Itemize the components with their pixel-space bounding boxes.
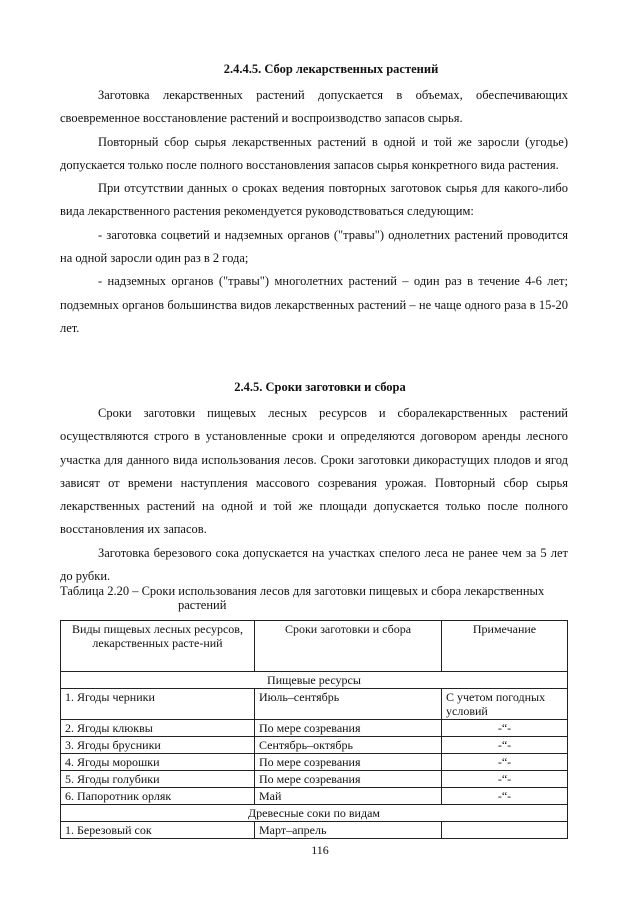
table-cell: 1. Ягоды черники	[61, 689, 255, 720]
table-row	[61, 754, 568, 771]
paragraph: - заготовка соцветий и надземных органов ("травы") однолетних растений проводится на одной заросли один раз в 2 года;	[60, 227, 568, 266]
paragraph: - надземных органов ("травы") многолетних растений – один раз в течение 4-6 лет; подземных органов большинства видов лекарственных растений – не чаще одного раза в 15-20 лет.	[60, 274, 568, 335]
table-cell: 1. Березовый сок	[61, 822, 255, 839]
table-cell: 3. Ягоды брусники	[61, 737, 255, 754]
table-cell	[442, 822, 568, 839]
column-header: Сроки заготовки и сбора	[255, 621, 442, 672]
table-cell: -“-	[442, 788, 568, 805]
table-cell: 2. Ягоды клюквы	[61, 720, 255, 737]
table-cell: 5. Ягоды голубики	[61, 771, 255, 788]
section-heading-collection: 2.4.4.5. Сбор лекарственных растений	[223, 62, 439, 76]
terms-table	[60, 620, 568, 839]
table-row	[61, 720, 568, 737]
table-cell: -“-	[442, 720, 568, 737]
section-body-collection	[60, 84, 568, 340]
table-section-row	[61, 805, 568, 822]
table-row	[61, 737, 568, 754]
table-cell: -“-	[442, 754, 568, 771]
table-cell: Июль–сентябрь	[255, 689, 442, 720]
table-header-row	[61, 621, 568, 672]
section-body-terms	[60, 402, 568, 588]
page-number: 116	[311, 843, 329, 857]
table-caption	[60, 584, 570, 612]
table-cell: По мере созревания	[255, 754, 442, 771]
table-row	[61, 689, 568, 720]
paragraph: Заготовка лекарственных растений допускается в объемах, обеспечивающих своевременное восстановление растений и воспроизводство запасов сырья.	[60, 88, 568, 126]
paragraph: При отсутствии данных о сроках ведения повторных заготовок сырья для какого-либо вида лекарственного растения рекомендуется руководствоваться следующим:	[60, 181, 568, 219]
column-header: Примечание	[442, 621, 568, 672]
table-cell: По мере созревания	[255, 720, 442, 737]
paragraph: Сроки заготовки пищевых лесных ресурсов и сборалекарственных растений осуществляются строго в установленные сроки и определяются договором аренды лесного участка для данного вида использования лесов. Сроки заготовки дикорастущих плодов и ягод зависят от времени наступления массового созревания урожая. Повторный сбор сырья лекарственных растений на одной и той же площади допускается только после полного восстановления их запасов.	[60, 406, 568, 537]
section-heading-terms: 2.4.5. Сроки заготовки и сбора	[234, 380, 406, 394]
section-label: Древесные соки по видам	[61, 805, 568, 822]
paragraph: Повторный сбор сырья лекарственных растений в одной и той же заросли (угодье) допускается только после полного восстановления запасов сырья конкретного вида растения.	[60, 134, 568, 172]
table-caption-line: растений	[178, 598, 227, 612]
table-cell: -“-	[442, 771, 568, 788]
table-row	[61, 788, 568, 805]
table-cell: По мере созревания	[255, 771, 442, 788]
table-cell: 6. Папоротник орляк	[61, 788, 255, 805]
table-row	[61, 822, 568, 839]
table-cell: Март–апрель	[255, 822, 442, 839]
paragraph: Заготовка березового сока допускается на участках спелого леса не ранее чем за 5 лет до рубки.	[60, 545, 568, 584]
table-caption-line: Таблица 2.20 – Сроки использования лесов для заготовки пищевых и сбора лекарственных	[60, 584, 545, 598]
table-section-row	[61, 672, 568, 689]
section-label: Пищевые ресурсы	[61, 672, 568, 689]
table-cell: -“-	[442, 737, 568, 754]
table-cell: 4. Ягоды морошки	[61, 754, 255, 771]
table-cell: Май	[255, 788, 442, 805]
table-row	[61, 771, 568, 788]
table-cell: С учетом погодных условий	[442, 689, 568, 720]
table-cell: Сентябрь–октябрь	[255, 737, 442, 754]
column-header: Виды пищевых лесных ресурсов, лекарственных расте-ний	[61, 621, 255, 672]
